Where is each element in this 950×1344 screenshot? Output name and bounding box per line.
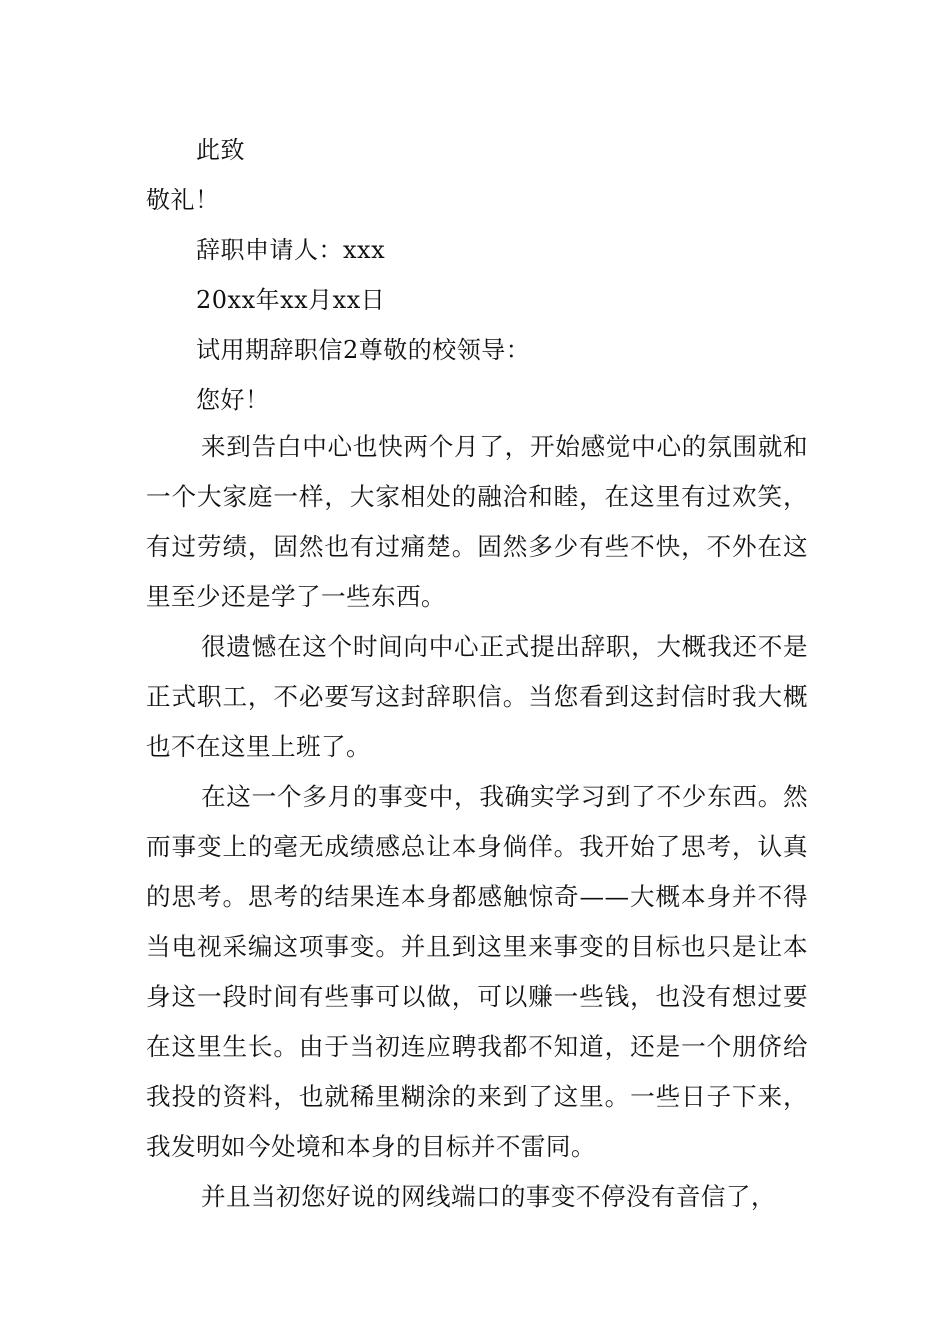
body-paragraph-1: 来到告白中心也快两个月了，开始感觉中心的氛围就和一个大家庭一样，大家相处的融洽和睦，在这里有过欢笑，有过劳绩，固然也有过痛楚。固然多少有些不快，不外在这里至少还是学了一些东西。 [146, 432, 808, 611]
greeting-line: 您好！ [196, 386, 270, 414]
body-paragraph-3: 在这一个多月的事变中，我确实学习到了不少东西。然而事变上的毫无成绩感总让本身倘佯。我开始了思考，认真的思考。思考的结果连本身都感触惊奇——大概本身并不得当电视采编这项事变。并且到这里来事变的目标也只是让本身这一段时间有些事可以做，可以赚一些钱，也没有想过要在这里生长。由于当初连应聘我都不知道，还是一个朋侪给我投的资料，也就稀里糊涂的来到了这里。一些日子下来，我发明如今处境和本身的目标并不雷同。 [146, 782, 808, 1161]
closing-line-1: 此致 [196, 136, 245, 164]
second-letter-heading: 试用期辞职信2尊敬的校领导： [196, 336, 531, 364]
body-paragraph-4: 并且当初您好说的网线端口的事变不停没有音信了， [201, 1182, 776, 1211]
closing-line-2: 敬礼！ [146, 186, 220, 214]
body-paragraph-2: 很遗憾在这个时间向中心正式提出辞职，大概我还不是正式职工，不必要写这封辞职信。当您看到这封信时我大概也不在这里上班了。 [146, 632, 808, 761]
signature-line: 辞职申请人：xxx [196, 236, 386, 264]
date-line: 20xx年xx月xx日 [196, 286, 386, 314]
